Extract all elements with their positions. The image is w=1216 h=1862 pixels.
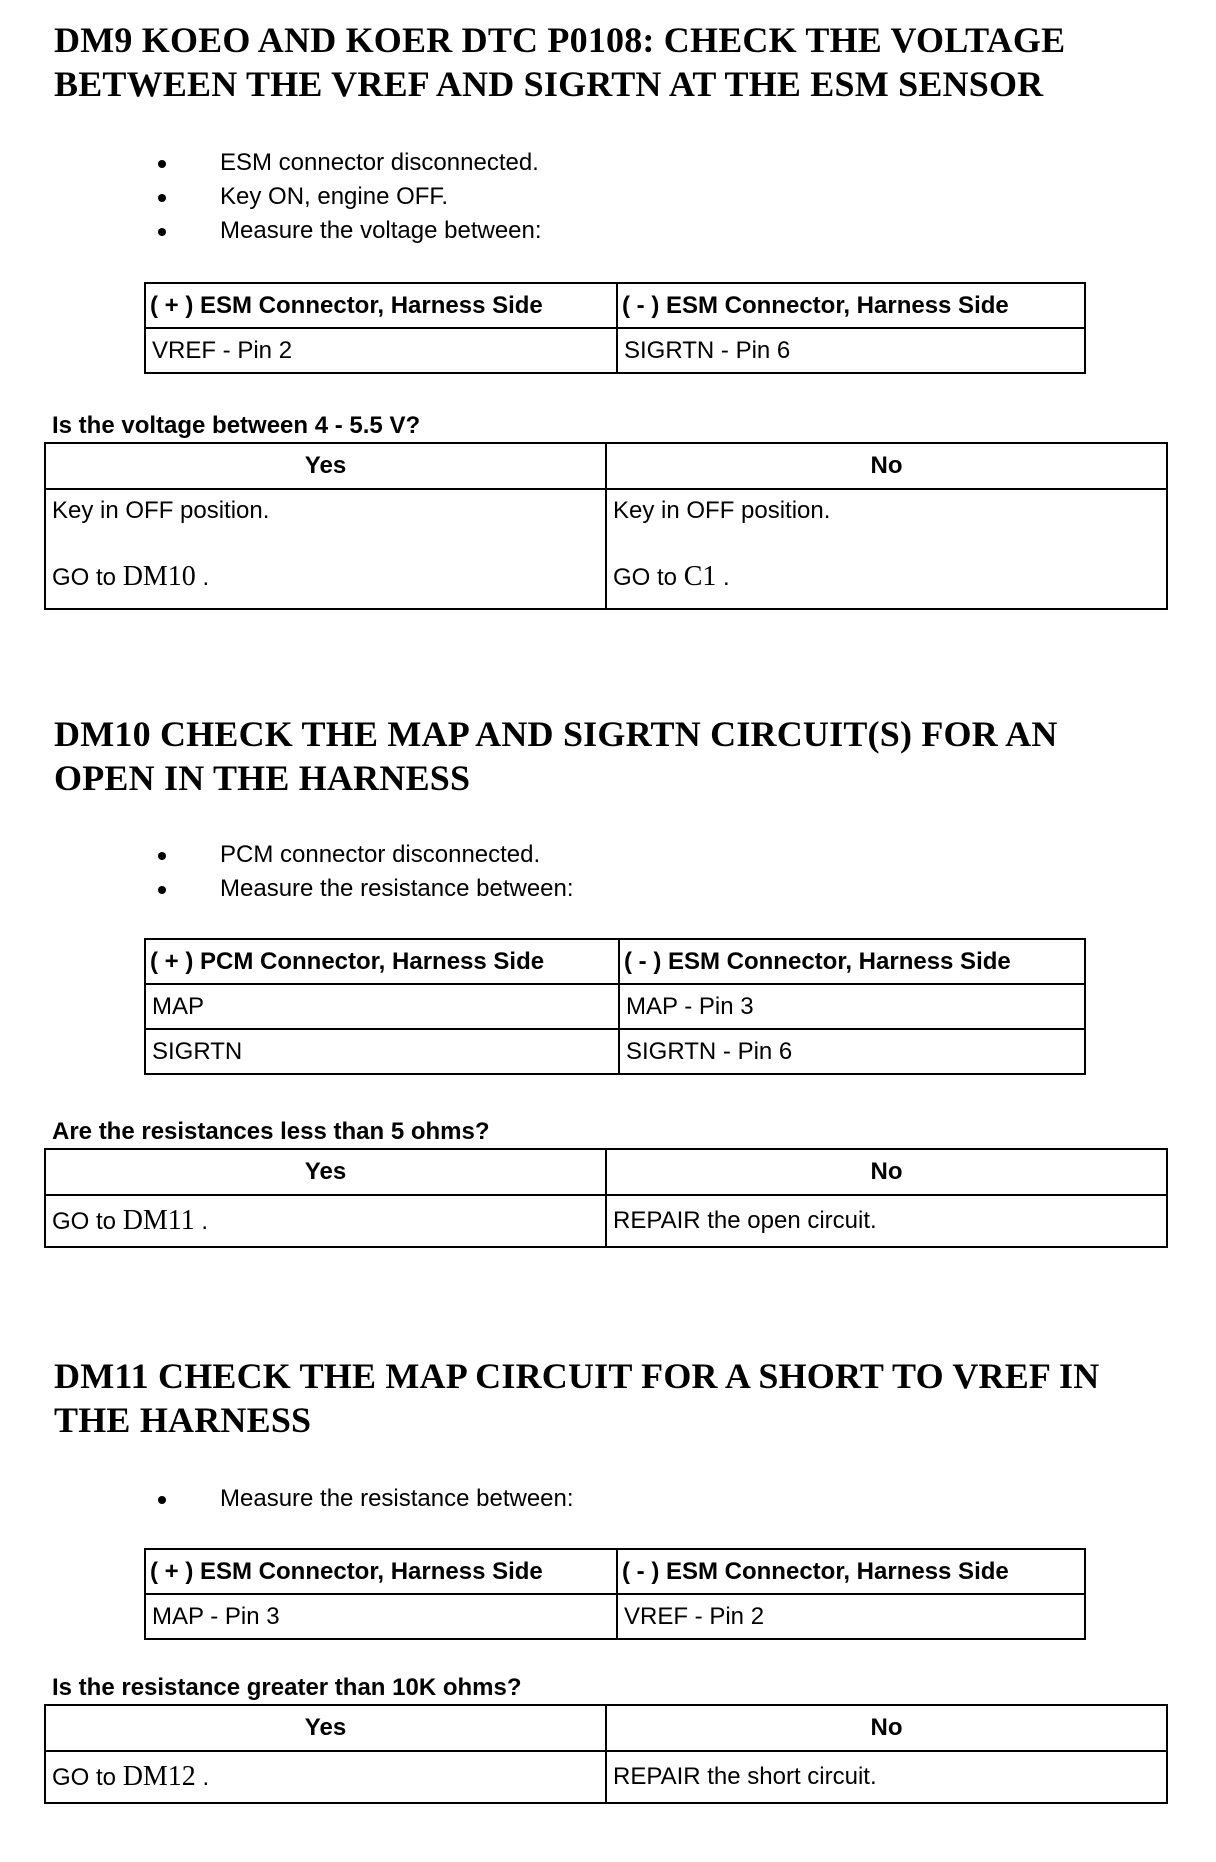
no-instruction: REPAIR the short circuit. [606, 1751, 1167, 1803]
table-row: MAP - Pin 3 VREF - Pin 2 [145, 1594, 1085, 1639]
dm9-question: Is the voltage between 4 - 5.5 V? [52, 412, 421, 439]
dm10-heading: DM10 CHECK THE MAP AND SIGRTN CIRCUIT(S) FOR AN OPEN IN THE HARNESS [54, 714, 1058, 798]
table-row [45, 1195, 1167, 1247]
yes-header: Yes [45, 1705, 606, 1751]
table-header: ( + ) ESM Connector, Harness Side [145, 283, 617, 328]
table-header: ( + ) ESM Connector, Harness Side [145, 1549, 617, 1594]
list-item: Measure the voltage between: [168, 214, 542, 248]
table-row: MAP MAP - Pin 3 [145, 984, 1085, 1029]
list-item: PCM connector disconnected. [168, 838, 574, 872]
table-header: ( + ) PCM Connector, Harness Side [145, 939, 619, 984]
yes-instruction: Key in OFF position. [52, 497, 270, 524]
yes-goto[interactable]: GO to DM10 . [52, 561, 210, 592]
no-header: No [606, 1705, 1167, 1751]
goto-link-dm12[interactable]: DM12 [122, 1761, 196, 1792]
dm11-decision-table [44, 1704, 1168, 1804]
table-header: ( - ) ESM Connector, Harness Side [617, 283, 1085, 328]
dm11-question: Is the resistance greater than 10K ohms? [52, 1674, 522, 1701]
dm9-steps [168, 146, 542, 248]
yes-header: Yes [45, 443, 606, 489]
dm10-steps [168, 838, 574, 906]
list-item: Measure the resistance between: [168, 872, 574, 906]
dm9-pin-table [144, 282, 1086, 374]
yes-goto[interactable]: GO to DM11 . [52, 1205, 209, 1236]
no-instruction: Key in OFF position. [613, 497, 831, 524]
yes-header: Yes [45, 1149, 606, 1195]
list-item: Key ON, engine OFF. [168, 180, 542, 214]
goto-link-c1[interactable]: C1 [683, 561, 717, 592]
goto-link-dm10[interactable]: DM10 [122, 561, 196, 592]
dm10-pin-table [144, 938, 1086, 1075]
table-row [45, 1751, 1167, 1803]
dm11-pin-table [144, 1548, 1086, 1640]
dm10-question: Are the resistances less than 5 ohms? [52, 1118, 490, 1145]
no-header: No [606, 443, 1167, 489]
dm11-heading: DM11 CHECK THE MAP CIRCUIT FOR A SHORT TO VREF IN THE HARNESS [54, 1356, 1100, 1440]
goto-link-dm11[interactable]: DM11 [122, 1205, 195, 1236]
table-row: SIGRTN SIGRTN - Pin 6 [145, 1029, 1085, 1074]
no-goto[interactable]: GO to C1 . [613, 561, 730, 592]
table-header: ( - ) ESM Connector, Harness Side [617, 1549, 1085, 1594]
no-instruction: REPAIR the open circuit. [606, 1195, 1167, 1247]
list-item: ESM connector disconnected. [168, 146, 542, 180]
no-header: No [606, 1149, 1167, 1195]
table-row: VREF - Pin 2 SIGRTN - Pin 6 [145, 328, 1085, 373]
list-item: Measure the resistance between: [168, 1482, 574, 1516]
table-row [45, 489, 1167, 609]
dm9-heading: DM9 KOEO AND KOER DTC P0108: CHECK THE VOLTAGE BETWEEN THE VREF AND SIGRTN AT THE ESM SENSOR [54, 20, 1066, 104]
dm9-decision-table [44, 442, 1168, 610]
dm10-decision-table [44, 1148, 1168, 1248]
yes-goto[interactable]: GO to DM12 . [52, 1761, 210, 1792]
table-header: ( - ) ESM Connector, Harness Side [619, 939, 1085, 984]
dm11-steps [168, 1482, 574, 1516]
